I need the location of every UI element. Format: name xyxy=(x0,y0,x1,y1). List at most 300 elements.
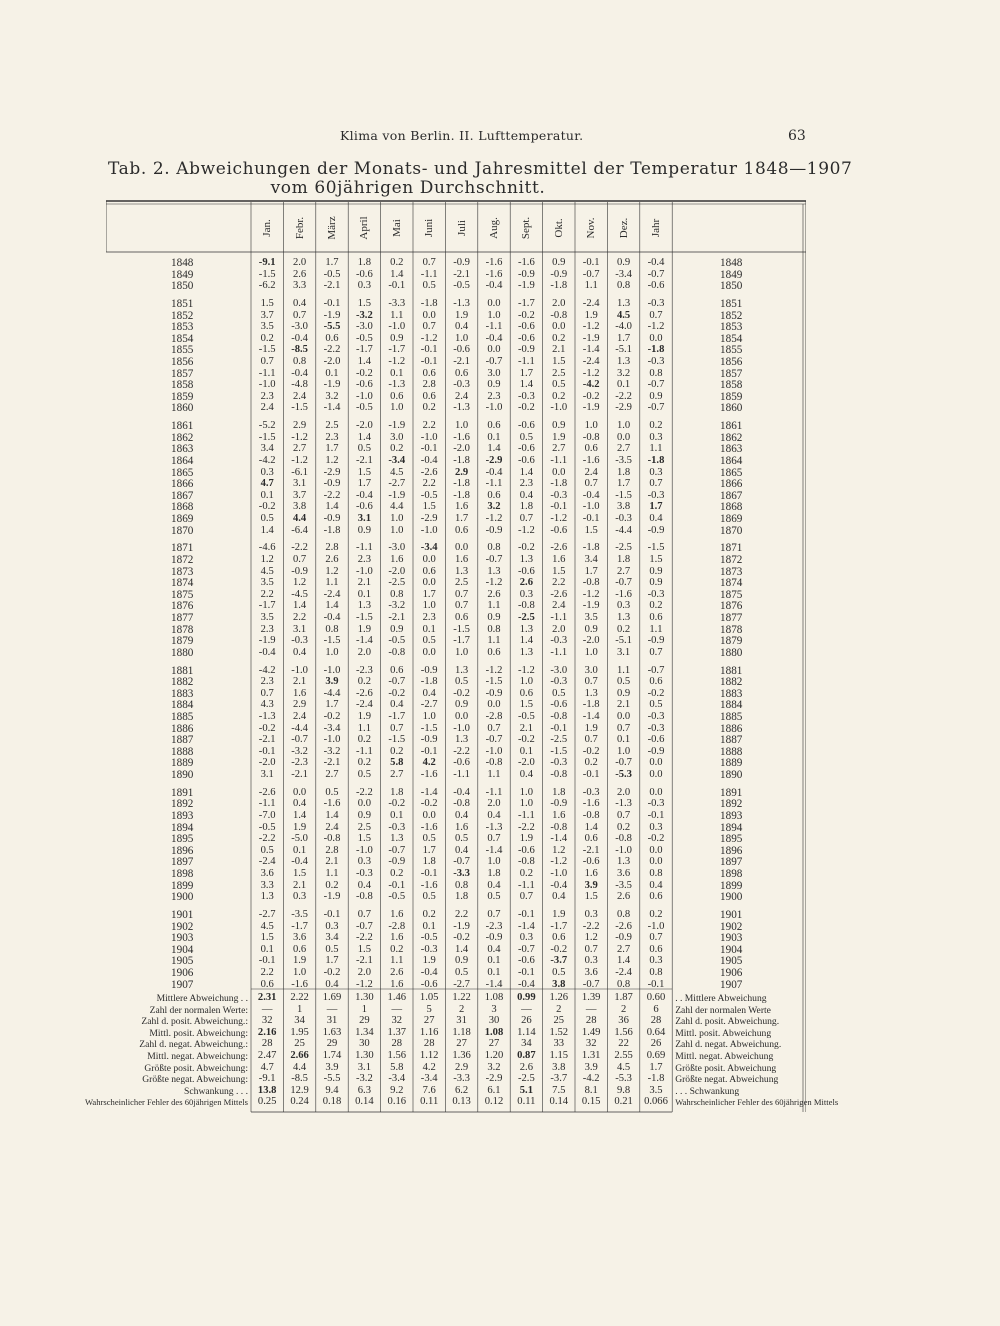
table-cell: 1.0 xyxy=(454,420,469,432)
table-cell: -2.1 xyxy=(291,769,308,780)
row-year-right: 1881 xyxy=(720,664,743,677)
table-cell: -0.4 xyxy=(485,332,503,344)
row-year-left: 1906 xyxy=(171,967,194,979)
table-cell: -0.1 xyxy=(517,909,535,920)
table-cell: -0.3 xyxy=(517,390,535,402)
table-cell: 0.1 xyxy=(616,379,631,391)
table-cell: -1.2 xyxy=(647,321,665,333)
table-cell: -0.1 xyxy=(420,868,438,879)
table-cell: 1.0 xyxy=(487,856,501,868)
row-year-left: 1890 xyxy=(171,769,194,781)
table-cell: -1.5 xyxy=(420,722,438,734)
table-cell: 1.9 xyxy=(552,431,566,443)
row-year-right: 1864 xyxy=(720,455,743,467)
table-cell: -4.4 xyxy=(615,524,632,536)
table-cell: 0.5 xyxy=(616,676,631,688)
row-year-left: 1878 xyxy=(171,623,194,636)
table-cell: 1.1 xyxy=(390,955,404,967)
table-cell: -1.1 xyxy=(550,646,568,658)
table-cell: 1.5 xyxy=(357,943,371,955)
table-cell: 0.5 xyxy=(422,833,436,845)
column-header-jan xyxy=(256,200,278,256)
row-year-left: 1874 xyxy=(171,577,194,590)
table-cell: -2.4 xyxy=(258,856,276,868)
row-year-right: 1849 xyxy=(720,268,743,281)
table-cell: 0.9 xyxy=(357,810,371,821)
table-cell: 2.3 xyxy=(260,676,274,688)
table-cell: -2.6 xyxy=(420,466,438,478)
table-cell: -1.1 xyxy=(258,367,276,379)
table-cell: -1.6 xyxy=(453,431,470,443)
table-cell: 1.2 xyxy=(260,554,274,565)
table-cell: 0.7 xyxy=(616,722,631,734)
table-cell: -1.3 xyxy=(453,298,470,309)
summary-cell: 27 xyxy=(423,1015,435,1027)
table-cell: -5.1 xyxy=(615,344,632,356)
table-cell: 1.3 xyxy=(616,612,631,623)
row-year-left: 1866 xyxy=(171,478,194,491)
table-cell: 1.7 xyxy=(616,332,631,344)
table-cell: -0.3 xyxy=(420,943,438,955)
row-year-right: 1893 xyxy=(720,810,743,822)
row-year-right: 1892 xyxy=(720,798,743,811)
column-header-label: April xyxy=(358,216,371,240)
row-year-right: 1895 xyxy=(720,833,743,846)
table-cell: -0.6 xyxy=(517,332,535,344)
summary-cell: 22 xyxy=(618,1038,629,1050)
table-cell: -1.2 xyxy=(420,332,438,344)
table-cell: 3.6 xyxy=(616,868,631,879)
table-cell: -4.5 xyxy=(291,588,308,600)
table-cell: 0.7 xyxy=(584,943,598,955)
table-cell: -2.6 xyxy=(550,588,568,600)
row-year-left: 1905 xyxy=(171,955,194,968)
table-cell: 0.7 xyxy=(487,909,501,920)
table-cell: -2.4 xyxy=(355,699,373,711)
table-cell: -0.7 xyxy=(647,379,665,391)
table-cell: -1.0 xyxy=(485,745,503,757)
table-cell: -5.3 xyxy=(615,769,632,780)
row-year-left: 1897 xyxy=(171,856,194,869)
table-cell: -1.0 xyxy=(291,664,308,676)
table-cell: -6.1 xyxy=(291,466,308,478)
summary-cell: 0.87 xyxy=(517,1050,536,1061)
table-cell: 2.4 xyxy=(552,600,566,612)
summary-cell: 1.52 xyxy=(549,1026,569,1038)
table-cell: 0.0 xyxy=(649,757,663,769)
table-cell: 0.9 xyxy=(487,379,501,391)
table-cell: 0.7 xyxy=(487,722,501,734)
table-cell: 1.1 xyxy=(649,623,663,635)
table-cell: -1.1 xyxy=(517,810,535,821)
table-cell: 2.1 xyxy=(357,577,371,589)
row-year-right: 1869 xyxy=(720,513,743,525)
summary-cell: 4.5 xyxy=(616,1061,631,1073)
table-cell: 0.8 xyxy=(649,967,663,978)
table-cell: -4.0 xyxy=(615,321,632,333)
table-cell: 0.9 xyxy=(649,390,663,402)
table-cell: -1.0 xyxy=(550,402,568,414)
row-year-left: 1869 xyxy=(171,513,194,525)
table-cell: -1.5 xyxy=(453,623,470,635)
table-cell: 1.9 xyxy=(357,711,371,722)
row-year-left: 1868 xyxy=(171,501,194,514)
column-header-sept xyxy=(515,200,537,256)
table-cell: -2.2 xyxy=(517,821,535,833)
table-cell: 0.2 xyxy=(390,868,404,879)
table-cell: 0.3 xyxy=(357,856,371,868)
table-cell: -0.2 xyxy=(517,402,535,414)
table-cell: -0.1 xyxy=(420,443,438,455)
table-cell: 0.9 xyxy=(454,699,469,711)
table-cell: 3.5 xyxy=(260,612,274,623)
table-cell: 1.3 xyxy=(487,565,501,577)
summary-cell: 28 xyxy=(261,1038,273,1050)
summary-label-left: Mittl. posit. Abweichung: xyxy=(149,1027,248,1039)
table-cell: 0.7 xyxy=(649,646,663,658)
table-cell: 0.7 xyxy=(649,932,663,944)
row-year-left: 1875 xyxy=(171,588,194,601)
table-cell: -0.7 xyxy=(355,920,373,932)
table-cell: 0.6 xyxy=(584,443,598,455)
table-cell: -2.7 xyxy=(453,978,470,990)
summary-cell: 3.2 xyxy=(487,1061,501,1073)
row-year-right: 1848 xyxy=(720,257,743,269)
row-year-left: 1856 xyxy=(171,356,194,368)
table-cell: -0.5 xyxy=(355,402,373,414)
summary-cell: 2.6 xyxy=(519,1061,533,1073)
table-cell: -0.5 xyxy=(517,711,535,722)
table-cell: 0.9 xyxy=(552,257,566,268)
table-cell: -3.0 xyxy=(355,321,373,333)
summary-cell: 3.9 xyxy=(325,1061,339,1073)
table-cell: 0.4 xyxy=(487,879,501,891)
table-cell: -1.2 xyxy=(582,321,600,333)
table-cell: -0.7 xyxy=(647,268,665,280)
table-cell: -1.7 xyxy=(258,600,276,612)
summary-cell: 32 xyxy=(585,1038,597,1050)
table-cell: -1.6 xyxy=(291,978,308,990)
table-cell: -2.7 xyxy=(258,909,276,920)
table-cell: -1.6 xyxy=(485,257,503,268)
table-cell: -1.0 xyxy=(647,920,665,932)
table-cell: -0.8 xyxy=(323,833,341,845)
row-year-right: 1900 xyxy=(720,891,743,904)
table-cell: -3.7 xyxy=(550,955,568,967)
table-cell: 4.5 xyxy=(260,920,274,932)
row-year-right: 1885 xyxy=(720,711,743,723)
table-cell: 1.5 xyxy=(552,356,566,367)
summary-label-right: Wahrscheinlicher Fehler des 60jährigen Mittels xyxy=(675,1097,839,1108)
table-cell: -0.2 xyxy=(517,542,535,554)
summary-cell: -3.4 xyxy=(420,1073,438,1085)
table-cell: 2.6 xyxy=(487,588,501,600)
summary-cell: 7.6 xyxy=(422,1084,436,1096)
running-header-title: Klima von Berlin. II. Lufttemperatur. xyxy=(340,128,584,143)
table-cell: 3.4 xyxy=(325,932,339,944)
summary-cell: 0.11 xyxy=(420,1096,439,1108)
table-cell: 0.7 xyxy=(519,891,533,903)
table-cell: 0.3 xyxy=(616,600,631,612)
table-cell: -0.3 xyxy=(647,489,665,501)
table-cell: 0.5 xyxy=(422,280,436,292)
table-cell: 0.2 xyxy=(649,909,663,920)
table-cell: 1.3 xyxy=(519,554,533,565)
column-header-label: Aug. xyxy=(488,217,500,239)
table-cell: -0.9 xyxy=(485,524,503,536)
summary-cell: -2.9 xyxy=(485,1073,503,1085)
table-cell: -0.9 xyxy=(517,344,535,356)
table-cell: 0.7 xyxy=(584,676,598,688)
table-cell: -1.1 xyxy=(258,798,276,810)
table-cell: 1.9 xyxy=(584,309,598,321)
table-cell: 0.9 xyxy=(390,332,404,344)
table-cell: 0.0 xyxy=(616,431,631,443)
summary-cell: 1.18 xyxy=(452,1026,471,1038)
table-cell: -1.0 xyxy=(615,844,632,856)
table-cell: 0.0 xyxy=(422,554,436,565)
table-cell: 0.8 xyxy=(390,588,404,600)
table-cell: 2.0 xyxy=(292,257,307,268)
summary-cell: 2 xyxy=(458,1003,465,1015)
summary-cell: 2 xyxy=(556,1003,562,1015)
table-cell: -1.4 xyxy=(355,635,373,647)
table-cell: 2.6 xyxy=(616,891,631,903)
table-cell: -1.9 xyxy=(323,891,341,903)
table-cell: -0.8 xyxy=(388,646,406,658)
table-cell: -1.0 xyxy=(550,868,568,879)
table-cell: -0.6 xyxy=(647,280,665,292)
table-cell: -1.9 xyxy=(582,600,600,612)
table-cell: -1.2 xyxy=(550,856,568,868)
row-year-left: 1870 xyxy=(171,524,194,537)
table-cell: 0.0 xyxy=(616,711,631,722)
table-cell: 2.7 xyxy=(552,443,566,455)
row-year-right: 1856 xyxy=(720,356,743,368)
table-cell: -1.5 xyxy=(258,431,276,443)
table-cell: 0.0 xyxy=(552,466,566,478)
row-year-right: 1886 xyxy=(720,722,743,735)
table-cell: 1.0 xyxy=(454,646,469,658)
table-cell: 2.2 xyxy=(260,588,274,600)
table-cell: 0.9 xyxy=(584,623,598,635)
table-cell: 2.2 xyxy=(422,420,436,432)
table-cell: -0.8 xyxy=(550,769,568,780)
table-cell: -0.8 xyxy=(550,711,568,722)
table-cell: -0.2 xyxy=(258,501,276,513)
table-cell: 1.7 xyxy=(357,478,371,490)
table-cell: 2.1 xyxy=(519,722,533,734)
summary-cell: 3.8 xyxy=(552,1061,566,1073)
table-cell: -1.1 xyxy=(485,786,503,798)
table-cell: 0.6 xyxy=(649,612,663,623)
column-header-label: Okt. xyxy=(552,218,565,238)
summary-cell: 2.9 xyxy=(454,1061,469,1073)
table-cell: 1.0 xyxy=(519,786,533,798)
table-cell: -1.2 xyxy=(291,455,308,466)
table-cell: 1.6 xyxy=(552,554,566,565)
table-cell: 0.4 xyxy=(422,687,436,699)
summary-label-right: Zahl der normalen Werte xyxy=(675,1004,771,1016)
table-cell: 0.5 xyxy=(454,967,469,978)
table-cell: -2.8 xyxy=(485,711,503,722)
summary-cell: 1.12 xyxy=(419,1050,439,1061)
table-cell: 0.4 xyxy=(292,646,307,658)
table-cell: 3.1 xyxy=(357,513,371,524)
table-cell: 0.7 xyxy=(260,687,274,699)
table-cell: -0.2 xyxy=(550,943,568,955)
table-cell: -4.2 xyxy=(582,379,600,391)
table-cell: 0.0 xyxy=(454,711,469,722)
table-cell: 1.1 xyxy=(325,868,339,879)
table-cell: 0.7 xyxy=(454,600,469,612)
summary-cell: 6 xyxy=(653,1003,659,1015)
table-cell: 2.7 xyxy=(616,943,631,955)
table-cell: 2.2 xyxy=(552,577,566,589)
table-cell: 0.2 xyxy=(390,943,404,955)
row-year-left: 1862 xyxy=(171,431,194,444)
table-cell: -1.0 xyxy=(355,844,373,856)
table-cell: -1.0 xyxy=(388,321,406,333)
table-cell: 2.4 xyxy=(292,711,307,722)
column-header-label: Dez. xyxy=(617,217,630,239)
summary-cell: 1 xyxy=(361,1003,368,1015)
table-cell: -0.9 xyxy=(485,932,503,944)
row-year-right: 1903 xyxy=(720,932,743,945)
table-cell: 0.0 xyxy=(487,298,501,309)
summary-cell: 36 xyxy=(618,1015,629,1027)
table-cell: -0.4 xyxy=(582,489,600,501)
table-cell: -0.4 xyxy=(355,489,373,501)
table-cell: 0.5 xyxy=(649,699,663,711)
table-cell: 2.8 xyxy=(422,379,436,391)
summary-cell: 33 xyxy=(553,1038,565,1050)
table-cell: -0.9 xyxy=(323,478,341,490)
table-cell: -0.1 xyxy=(420,356,438,367)
column-header-label: Jan. xyxy=(261,219,274,237)
summary-cell: 0.25 xyxy=(257,1096,277,1108)
summary-cell: 1.46 xyxy=(387,992,407,1003)
table-cell: 0.5 xyxy=(325,786,339,798)
table-cell: -1.1 xyxy=(517,879,535,891)
table-cell: -1.0 xyxy=(453,722,470,734)
table-cell: -1.5 xyxy=(258,344,276,356)
table-cell: 1.1 xyxy=(584,280,598,292)
summary-cell: 1.16 xyxy=(419,1026,439,1038)
table-cell: -0.3 xyxy=(647,298,665,309)
table-cell: 2.9 xyxy=(292,420,307,432)
table-cell: -7.0 xyxy=(258,810,276,821)
table-cell: 1.9 xyxy=(584,722,598,734)
table-cell: 0.0 xyxy=(422,810,436,821)
table-cell: -1.2 xyxy=(517,664,535,676)
table-cell: 1.0 xyxy=(325,646,339,658)
table-cell: -0.2 xyxy=(647,687,665,699)
table-cell: -0.8 xyxy=(582,577,600,589)
column-header-jahr xyxy=(645,200,667,256)
column-header-juli xyxy=(451,200,473,256)
table-cell: -0.1 xyxy=(420,745,438,757)
table-cell: 0.8 xyxy=(616,280,631,292)
summary-label-left: Mittl. negat. Abweichung: xyxy=(147,1051,248,1062)
summary-cell: 1.20 xyxy=(484,1050,504,1061)
table-cell: 0.3 xyxy=(292,891,307,903)
table-cell: 0.1 xyxy=(390,367,404,379)
table-cell: -2.2 xyxy=(291,542,308,554)
table-cell: 0.3 xyxy=(584,955,598,967)
table-cell: -0.8 xyxy=(355,891,373,903)
table-cell: -2.1 xyxy=(323,757,341,769)
table-cell: 1.3 xyxy=(357,600,371,612)
table-cell: -2.7 xyxy=(420,699,438,711)
table-cell: 0.8 xyxy=(454,879,469,891)
table-cell: -1.0 xyxy=(420,431,438,443)
table-cell: 0.6 xyxy=(487,420,501,432)
column-header-label: Jahr xyxy=(650,218,662,238)
table-cell: -0.8 xyxy=(485,757,503,769)
table-cell: 2.3 xyxy=(325,431,339,443)
table-cell: -0.6 xyxy=(647,734,665,746)
summary-cell: 3 xyxy=(491,1003,497,1015)
row-year-left: 1901 xyxy=(171,909,194,921)
row-year-right: 1878 xyxy=(720,623,743,636)
table-cell: 0.9 xyxy=(649,565,663,577)
table-cell: 1.2 xyxy=(292,577,307,589)
table-cell: 2.5 xyxy=(357,821,371,833)
table-cell: -0.4 xyxy=(453,786,470,798)
table-cell: -1.4 xyxy=(485,978,503,990)
summary-cell: 1.56 xyxy=(387,1050,407,1061)
row-year-left: 1883 xyxy=(171,687,194,700)
summary-cell: -5.5 xyxy=(323,1073,341,1085)
table-cell: 0.2 xyxy=(357,734,371,746)
table-cell: -0.2 xyxy=(323,967,341,978)
row-year-right: 1855 xyxy=(720,344,743,357)
table-cell: -1.1 xyxy=(517,356,535,367)
table-cell: 0.7 xyxy=(260,356,274,367)
table-cell: 2.7 xyxy=(390,769,404,780)
table-cell: 0.7 xyxy=(584,478,598,490)
table-cell: -1.7 xyxy=(355,344,373,356)
table-cell: 0.3 xyxy=(325,920,339,932)
table-cell: -2.5 xyxy=(388,577,406,589)
table-cell: 0.7 xyxy=(292,554,307,565)
table-cell: 0.6 xyxy=(649,891,663,903)
summary-label-right: . . Mittlere Abweichung xyxy=(675,993,767,1004)
row-year-right: 1906 xyxy=(720,967,743,979)
table-cell: -3.5 xyxy=(615,455,632,466)
table-cell: 0.9 xyxy=(616,687,631,699)
table-cell: 0.1 xyxy=(487,955,501,967)
table-cell: 1.1 xyxy=(325,577,339,589)
table-cell: -1.4 xyxy=(517,920,535,932)
summary-label-left: Größte negat. Abweichung: xyxy=(142,1074,248,1086)
table-cell: 0.4 xyxy=(454,844,469,856)
table-cell: -1.2 xyxy=(485,577,503,589)
summary-cell: 1.87 xyxy=(614,992,633,1003)
table-cell: 2.7 xyxy=(325,769,339,780)
row-year-left: 1863 xyxy=(171,443,194,456)
table-cell: 3.6 xyxy=(260,868,274,879)
table-cell: 1.4 xyxy=(616,955,631,967)
table-cell: -3.4 xyxy=(388,455,406,466)
table-cell: -1.4 xyxy=(582,344,600,356)
summary-cell: 1.22 xyxy=(452,992,471,1003)
summary-label-left: Mittlere Abweichung . . xyxy=(156,993,248,1004)
table-cell: -0.9 xyxy=(517,268,535,280)
table-cell: -1.6 xyxy=(485,268,503,280)
summary-cell: — xyxy=(521,1003,532,1015)
